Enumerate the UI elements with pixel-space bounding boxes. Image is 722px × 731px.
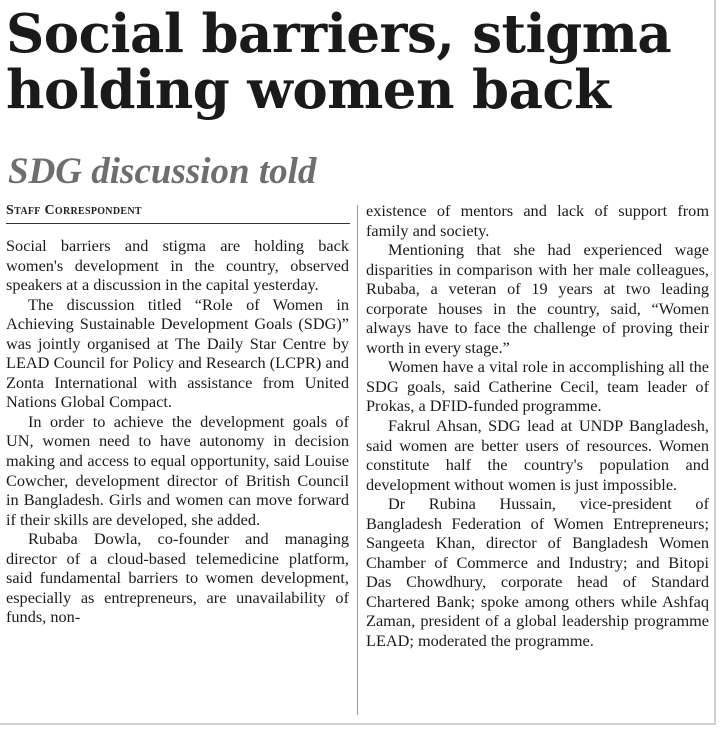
left-column bbox=[6, 236, 349, 627]
paragraph: The discussion titled “Role of Women in Achieving Sustainable Development Goals (SDG)” was jointly organised at The Daily Star Centre by LEAD Council for Policy and Research (LCPR) and Zonta International with assistance from United Nations Global Compact. bbox=[6, 294, 349, 412]
right-column bbox=[366, 201, 709, 651]
paragraph: Social barriers and stigma are holding back women's development in the country, observed speakers at a discussion in the capital yesterday. bbox=[6, 236, 349, 295]
paragraph: existence of mentors and lack of support from family and society. bbox=[366, 201, 709, 240]
paragraph: Rubaba Dowla, co-founder and managing director of a cloud-based telemedicine platform, said fundamental barriers to women development, especially as entrepreneurs, are unavailability of funds, non- bbox=[6, 529, 349, 627]
paragraph: Dr Rubina Hussain, vice-president of Bangladesh Federation of Women Entrepreneurs; Sangeeta Khan, director of Bangladesh Women Chamber of Commerce and Industry; and Bitopi Das Chowdhury, corporate head of Standard Chartered Bank; spoke among others while Ashfaq Zaman, president of a global leadership programme LEAD; moderated the programme. bbox=[366, 494, 709, 651]
paragraph: In order to achieve the development goals of UN, women need to have autonomy in decision making and access to equal opportunity, said Louise Cowcher, development director of British Council in Bangladesh. Girls and women can move forward if their skills are developed, she added. bbox=[6, 411, 349, 529]
paragraph: Fakrul Ahsan, SDG lead at UNDP Bangladesh, said women are better users of resources. Women constitute half the country's population and development without women is just impossible. bbox=[366, 416, 709, 494]
byline-rule bbox=[6, 223, 350, 224]
paragraph: Mentioning that she had experienced wage disparities in comparison with her male colleagues, Rubaba, a veteran of 19 years at two leading corporate houses in the country, said, “Women always have to face the challenge of proving their worth in every stage.” bbox=[366, 240, 709, 357]
byline: Staff Correspondent bbox=[6, 203, 142, 218]
headline: Social barriers, stigma holding women back bbox=[6, 3, 672, 121]
column-divider bbox=[357, 205, 358, 715]
subheadline: SDG discussion told bbox=[8, 151, 317, 192]
paragraph: Women have a vital role in accomplishing all the SDG goals, said Catherine Cecil, team leader of Prokas, a DFID-funded programme. bbox=[366, 357, 709, 416]
